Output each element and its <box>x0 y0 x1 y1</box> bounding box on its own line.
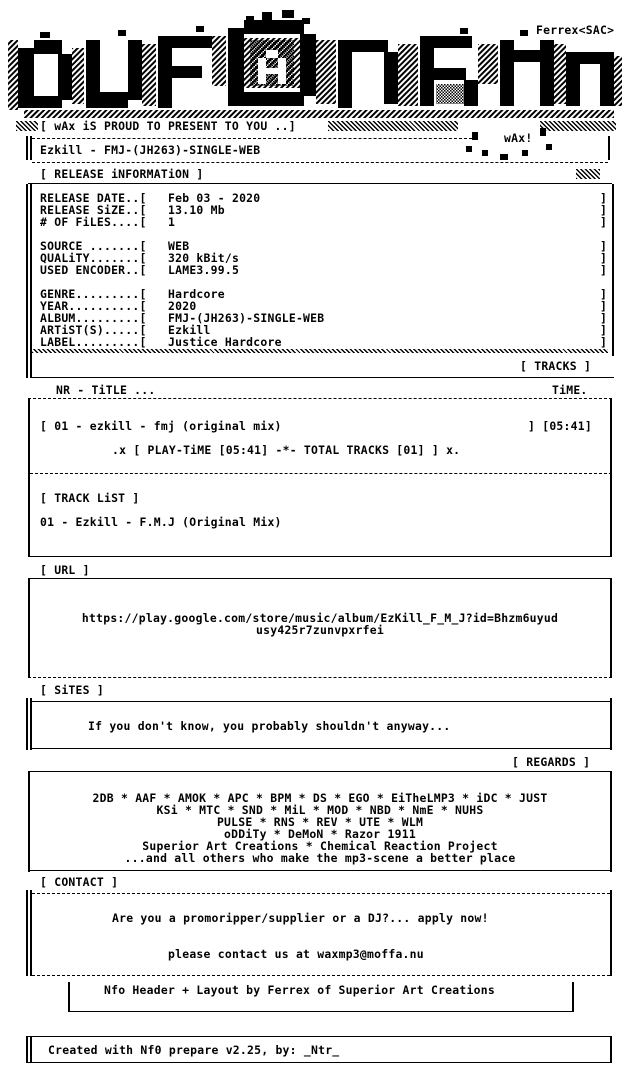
regards-line: oDDiTy * DeMoN * Razor 1911 <box>224 827 416 841</box>
info-label: ARTiST(S).....[ <box>40 323 147 337</box>
info-label: # OF FiLES....[ <box>40 215 147 229</box>
divider <box>28 398 612 399</box>
tracks-heading: [ TRACKS ] <box>520 359 592 373</box>
border-right <box>610 578 612 678</box>
bracket: ] <box>600 335 608 349</box>
divider <box>32 138 472 139</box>
divider <box>28 556 612 557</box>
release-info-heading: [ RELEASE iNFORMATiON ] <box>40 167 204 181</box>
border-left <box>28 398 30 474</box>
info-value: WEB <box>168 239 190 253</box>
bracket: ] <box>600 311 608 325</box>
hatch-deco <box>32 349 608 353</box>
regards-line: 2DB * AAF * AMOK * APC * BPM * DS * EGO * EiTheLMP3 * iDC * JUST <box>92 791 548 805</box>
border-right <box>572 982 574 1012</box>
info-value: Ezkill <box>168 323 211 337</box>
border-left <box>30 356 32 378</box>
border-right <box>610 698 612 750</box>
info-label: RELEASE SiZE..[ <box>40 203 147 217</box>
divider <box>32 893 610 894</box>
bracket: ] <box>600 215 608 229</box>
bracket: ] <box>600 323 608 337</box>
info-value: Hardcore <box>168 287 225 301</box>
playtime-summary: .x [ PLAY-TiME [05:41] -*- TOTAL TRACKS [01] ] x. <box>112 443 461 457</box>
bracket: ] <box>600 251 608 265</box>
divider <box>32 701 610 702</box>
bracket: ] <box>600 287 608 301</box>
url-heading: [ URL ] <box>40 563 90 577</box>
url-link-cont[interactable]: usy425r7zunvpxrfei <box>256 623 384 637</box>
border-left <box>26 890 28 976</box>
divider <box>28 771 612 772</box>
divider <box>28 183 612 184</box>
group-tag: wAx! <box>504 131 533 145</box>
sites-heading: [ SiTES ] <box>40 683 104 697</box>
layout-credit: Nfo Header + Layout by Ferrex of Superior Art Creations <box>104 983 495 997</box>
sites-text: If you don't know, you probably shouldn't anyway... <box>88 719 451 733</box>
divider <box>30 473 612 474</box>
regards-line: ...and all others who make the mp3-scene a better place <box>124 851 516 865</box>
border-right <box>608 136 610 160</box>
track-line: [ 01 - ezkill - fmj (original mix) <box>40 419 282 433</box>
border-right <box>610 890 612 976</box>
regards-heading: [ REGARDS ] <box>512 755 591 769</box>
border-left <box>26 356 28 378</box>
border-left <box>68 982 70 1012</box>
regards-line: KSi * MTC * SND * MiL * MOD * NBD * NmE * NUHS <box>156 803 484 817</box>
info-value: 2020 <box>168 299 197 313</box>
divider <box>32 975 610 976</box>
bracket: ] <box>600 239 608 253</box>
hatch-deco <box>576 169 600 179</box>
border-left <box>26 698 28 750</box>
border-right <box>610 1036 612 1062</box>
info-value: 320 kBit/s <box>168 251 240 265</box>
info-value: Feb 03 - 2020 <box>168 191 261 205</box>
border-left <box>26 136 28 160</box>
border-right <box>610 398 612 474</box>
border-right <box>610 474 612 556</box>
border-left <box>28 474 30 556</box>
regards-line: Superior Art Creations * Chemical Reaction Project <box>142 839 498 853</box>
url-link[interactable]: https://play.google.com/store/music/album/EzKill_F_M_J?id=Bhzm6uyud <box>81 611 559 625</box>
track-list-heading: [ TRACK LiST ] <box>40 491 140 505</box>
ascii-credit: Ferrex<SAC> <box>536 23 615 37</box>
divider <box>70 1011 572 1012</box>
info-label: USED ENCODER..[ <box>40 263 147 277</box>
info-value: 13.10 Mb <box>168 203 225 217</box>
divider <box>28 677 612 678</box>
contact-line: Are you a promoripper/supplier or a DJ?... apply now! <box>112 911 489 925</box>
track-list-item: 01 - Ezkill - F.M.J (Original Mix) <box>40 515 282 529</box>
contact-heading: [ CONTACT ] <box>40 875 119 889</box>
border-left <box>30 1036 32 1062</box>
border-right <box>612 184 614 356</box>
divider <box>28 578 612 579</box>
info-label: YEAR..........[ <box>40 299 147 313</box>
contact-email[interactable]: please contact us at waxmp3@moffa.nu <box>168 947 424 961</box>
border-left <box>30 184 32 356</box>
info-value: FMJ-(JH263)-SINGLE-WEB <box>168 311 325 325</box>
bracket: ] <box>600 191 608 205</box>
border-left <box>30 136 32 160</box>
col-nr-title: NR - TiTLE ... <box>56 383 156 397</box>
divider <box>32 162 608 163</box>
border-left <box>26 1036 28 1062</box>
hatch-deco <box>16 121 38 131</box>
divider <box>32 748 610 749</box>
divider <box>28 870 612 871</box>
info-label: RELEASE DATE..[ <box>40 191 147 205</box>
col-time: TiME. <box>552 383 588 397</box>
info-value: 1 <box>168 215 176 229</box>
info-value: Justice Hardcore <box>168 335 282 349</box>
bracket: ] <box>600 299 608 313</box>
border-left <box>30 698 32 750</box>
regards-line: PULSE * RNS * REV * UTE * WLM <box>216 815 424 829</box>
info-label: SOURCE .......[ <box>40 239 147 253</box>
divider <box>26 1036 612 1037</box>
info-label: GENRE.........[ <box>40 287 147 301</box>
track-time: ] [05:41] <box>528 419 592 433</box>
info-value: LAME3.99.5 <box>168 263 240 277</box>
divider <box>30 377 614 378</box>
release-title: Ezkill - FMJ-(JH263)-SINGLE-WEB <box>40 143 261 157</box>
border-left <box>26 184 28 356</box>
hatch-deco <box>328 121 458 131</box>
divider <box>26 1062 612 1063</box>
bracket: ] <box>600 203 608 217</box>
bracket: ] <box>600 263 608 277</box>
info-label: LABEL.........[ <box>40 335 147 349</box>
info-label: QUALiTY.......[ <box>40 251 147 265</box>
info-label: ALBUM.........[ <box>40 311 147 325</box>
hatch-deco <box>540 121 616 131</box>
created-with: Created with Nf0 prepare v2.25, by: _Ntr_ <box>48 1043 340 1057</box>
proud-line: [ wAx iS PROUD TO PRESENT TO YOU ..] <box>40 119 296 133</box>
border-left <box>30 890 32 976</box>
